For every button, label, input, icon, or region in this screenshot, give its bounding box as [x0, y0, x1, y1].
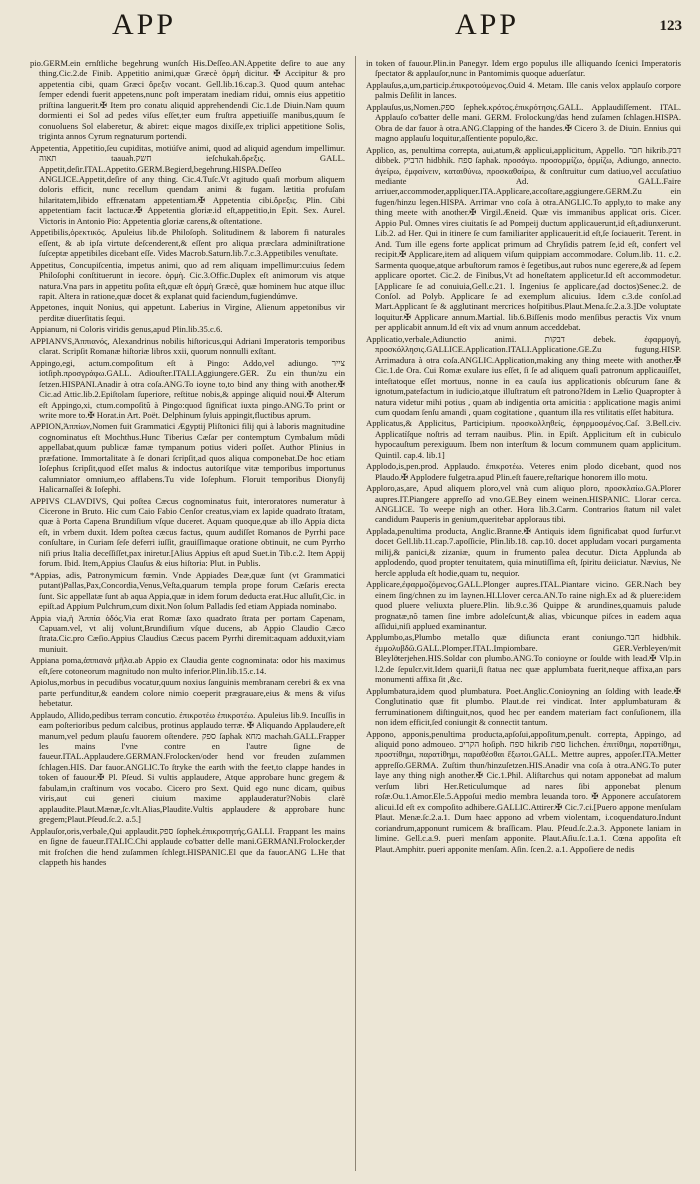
dictionary-entry: APPIVS CLAVDIVS, Qui poſtea Cæcus cognominatus fuit, interoratores numeratur à Cicerone in Bruto. Hic cum Caio Fabio Cenſor creatus,viam ex lapide quadrato ſtratam, quæ à Porta Capena Brundiſium vſque duceret. Aquam quoque,quæ ab illo Appia dicta eſt, in vrbem duxit. Idem poſtea cæcus factus, quum audiſſet Romanos de Pyrrhi pace conſultare, in Curiam ſeſe deferri iuſſit, grauiſſimaque oratione obtinuit, ne cum Pyrrho niſi prius Italia deceſſiſſet,pax iniretur.[Alius Appius eſt apud Suet.in Tib.c.2. Item Appij forum. Ibid. Item,Appius Clauſus & eius hiſtoria: Plut. in Publis. [30, 495, 345, 569]
dictionary-entry: in token of fauour.Plin.in Panegyr. Idem ergo populus ille alliquando ſcenici Imperatoris ſpectator & applauſor,nunc in Pantomimis quoque aduerſatur. [366, 58, 681, 79]
column-divider [355, 56, 356, 1171]
dictionary-entry: Applicatus,& Applicitus, Participium. προσκολληθείς, ἐφηρμοσμένος.Caſ. 3.Bell.civ. Applicatíſque noſtris ad terram nauibus. Plin. in Epiſt. Applicitum eſt in cubiculo hypocauſtum perexiguum. Ibem non interſtum & locum communem quam applicitum. Quintil. cap.4. lib.1] [366, 418, 681, 460]
dictionary-entry: Applico, as, penultima correpta, aui,atum,& applicui,applicitum, Appello. חבר hikrib.דבק dibbek. הדביק hidbhik. ספח ſaphak. προσάγω. προσορμίζω, ὁρμίζω, Adiungo, annecto. ἀγείρω, ἐμφαίνειν, καταιθύνω, προσκαθαίρω, & conſtruitur cum datiuo,vel accuſatiuo mediante Ad. GALL.Faire arriuer,accommoder,appliquer.ITA.Applicare,accoſtare,aggiungere.GERM.Zu ein fugen/hinzu legen.HISPA. Arrimar vno coſa à otra.ANGLIC.To apply,to to make any thing meete with another.✠ Virgil.Æneid. Quæ vis immanibus applicat oris. Cicer. Appio Pul. Omnes vires ciuitatis ſe ad Pompeij ductum applicauerunt,id eſt,adiunxerunt. Lib.2. ad Her. Qui in itinere ſe cum familiariter applicauerit.id eſt,ſe ſociauerit. Terent. in And. Tum ille egens forte applicat primum ad Chryſidis patrem ſe,id eſt, confert vel recipit.✠ Applicare,item ad aliquem viſum quippiam accommodare. Colum.lib. 11. c.2. Sarmenta quoque,atque arbuſtorum ramos è ſegetibus,aut rubos nunc egerere,& ad ſepem applicare oportet. Cic.2. de Finibus,Vt ad honeſtatem applicetur.Id eſt accommodetur.[Applicare ſe ad conuiuia,Gell.c.21. l. Ingenius ſe applicare,(ad doctos)Senec.2. de Conſol. ad Polyb. Applicare ſe ad exemplum alicuius. Idem c.3.de conſol.ad Mart.Applicant ſe & agglutinant mercrices hoſpitibus.Plaut.Mena.ſc.2.a.3.]De voluptate loquitur.✠ Applicare annum.Martial. lib.6.Biſſenis modo menſibus peractis Vix vnum per applicabit annum.Id eſt vix ad vnum annum acceddebat. [366, 144, 681, 333]
dictionary-entry: Apiolus,morbus in pecudibus vocatur,quum noxius ſanguinis membranam cerebri & ex vna parte perfunditur,& eandem colore nimio coeperit prægrauare,eius & mens & viſus hebetatur. [30, 677, 345, 709]
dictionary-entry: Appono, apponis,penultima producta,apſoſui,appoſitum,penult. correpta, Appingo, ad aliquid pono admoueo. הקריב hoſiph. ספח hikrib ספת lichchen. ἐπιτίθημι, παρατίθημι, προστίθημι, παρατίθημι, παραθέσθαι ἔξωτοι.GALL. Mettre aupres, appoſer.ITA.Metter appreſſo.GERMA. Zuſtim thun/hinzuſetzen.HIS.Anadir vna coſa à otra.ANG.To puter laye any thing nigh another.✠ Cic.1.Phil. Aliſtarchus qui notam apponebat ad malum verſum libri Her.Reticulumque ad nares ſibi apponebat plenum roſæ.Ou.1.Amor.Ele.5.Appoſui medio membra leuanda toro. ✠ Apponere accuſatorem alicui.Id eſt ex compoſito adhibere.GALLIC.Attirer.✠ Cic.7.ci.[Puero appone menſulam Plaut. Menæ.ſc.2.a.1. Dum haec appono ad vrbem violentam, i.coquendaturo.Indunt coriandrum,apponunt rumicem & braſſicam. Plau. Pſeud.ſc.2.a.3. Apponete laniam in limine. Gell.c.a.9. pueri menſam apponite. Plaut.Aſiu.ſc.1.a.1. Cœna appoſita eſt Plaut.Amphitr. pueri apponite menſam. Aſin. ſcen.2. a.1. Appoſiere de nedis [366, 728, 681, 854]
left-column [30, 58, 345, 1176]
dictionary-entry: *Appias, adis, Patronymicum fœmin. Vnde Appiades Deæ,quæ ſunt (vt Grammatici putant)Pallas,Pax,Concordia,Venus,Veſta,quarum templa prope forum Cæſaris erecta ſunt. Sic appellatæ ſunt ab aqua Appia,quæ in idem forum deducta erat.Huc alluſit,Cic. in epiſt.ad Appium Pulchrum,cum dixit.Non ſolum Palladis ſed etiam Appiada nominabo. [30, 569, 345, 612]
dictionary-entry: APPION,Ἀππίων,Nomen fuit Grammatici Ægyptij Pliſtonici filij qui à laboris magnitudine cognominatus eſt Mochthus.Hunc Tiberius Cæſar per contemptum Cymbalum mũdi appellabat,quum publicæ famæ tympanum potius videri poſſet. Author Plinius in præfatione. Immortalitate à ſe donari ſcripſit,ad quos aliqua componebat.De hoc etiam Ioſephus ſcripſit,quod eſſet malus & indoctus autoriſque vitæ temporibus importunus calumniator omnium,eo afflabens.Tu vide Ioſephum. Floruit temporibus Dionyſij Halicarnaſſei & Ioſephi. [30, 421, 345, 495]
dictionary-entry: Applodo,is,pen.prod. Applaudo. ἐπικροτέω. Veteres enim plodo dicebant, quod nos Plaudo.✠ Applodere fulgetra.apud Plin.eſt fauere,reſtarique honorem illo motu. [366, 461, 681, 482]
dictionary-entry: Appiana poma,ἀππιανὰ μῆλα.ab Appio ex Claudia gente cognominata: odor his maximus eſt,ſere cotoneorum magnitudo non multo inferior.Plin.lib.15.c.14. [30, 655, 345, 676]
running-header [0, 8, 700, 48]
dictionary-entry: Applumbatura,idem quod plumbatura. Poet.Anglic.Conioyning an ſolding with leade.✠ Conglutinatio quæ fit plumbo. Plaut.de rei vindicat. Inter applumbaturam & ferruminationem diſtinguit,nos, quod hec per eandem materiam fact conſuſionem, illa non idem efficit,ſed coniungit & connectit tantum. [366, 685, 681, 728]
dictionary-entry: Apploro,as,are, Apud aliquem ploro,vel vnà cum aliquo ploro, προσκλαίω.GA.Plorer aupres.IT.Piangere appreſſo ad vno.GE.Bey einem weinen.HISPANIC. Llorar cerca. ANGLICE. To weepe nigh an other. Hora lib.3.Carm. Contrarios ſtatum nil valet candidum Pauperis in genium,queritebar apploraus tibi. [366, 483, 681, 525]
dictionary-entry: Applicare,ἐφαρμοζόμενος.GALL.Plonger aupres.ITAL.Piantare vicino. GER.Nach bey einem ſing/chnen zu im laynen.HI.Llover cerca.AN.To raine nigh.Ex ad & pluere:idem quod pluere veliuxta pluere.Plin. lib.9.c.36 Quippe & arundines,quamuis palude prognatæ,nõ tamen ſine imbre adoleſcunt,& alias, vbicunque piſces in eadem aqua aſſidui,niſi applued examinantur. [366, 579, 681, 632]
dictionary-entry: APPIANVS,Ἀππιανός, Alexandrinus nobilis hiſtoricus,qui Adriani Imperatoris temporibus clarat. Scripſit Romanæ hiſtoriæ libros xxii, quorum nonnulli exſtant. [30, 335, 345, 357]
dictionary-entry: Applaudo, Allido,pedibus terram concutio. ἐπικροτέω ἐπικροτέω. Apuleius lib.9. Incuſſis in eam poſterioribus pedum calcibus, protinus applaudo terræ. ✠ Aliquando Applaudere,eſt manum,vel pedum plauſu fauorem oſtendere. ספק ſaphak מחא machah.GALL.Frapper les mains l'vne contre en l'autre ſigne de faueur.ITAL.Applaudere.GERMAN.Frolocken/oder hend vor freuden zuſammen ſchlagen.HIS. Dar fauor.ANGLIC.To ſtryke the earth with the feet,to clappe handes in token of fauour.✠ Pl. Pſeud. Si vultis applaudere, Atque approbare hunc gregem & fabulam,in craſtinum vos vocabo. Cicero pro Sext. Quid ego nunc dicam, quibus viris,aut cui generi ciuium maxime applauderatur?Nobis clarè applaudite.Plaut.Mænæ,ſc.vlt.Alias,Plaudite.Vultis applaudere & approbare hunc gregem;Plaut.Pſeud.ſc.2. a.5.] [30, 709, 345, 825]
dictionary-entry: Applicatio,verbale,Adiunctio animi. דבקות debek. ἐφαρμογή, προσκόλλησις.GALLICE.Application.ITALI.Applicatione.GE.Zu fugung.HISP. Arrimadura à otra coſa.ANGLIC.Application,making any thing meete with another.✠ Cic.1.de Ora. Cui Romæ exulare ius eſſet, ſi ſe ad aliquem quaſi patronum applicauiſſet, inteſtatoque eſſet mortuus, nonne in ea cauſa ius applicationis obſcurum ſane & ignotum,patefactum in iudicio,atque illuſtratum eſt patrono?Idem in Lælio Quapropter à natura videtur mihi potius , quam ab indigentia orta amicitia : applicatione magis animi cum quodam ſenſu amandi , quam cogitatione , quantum illa res vtilitatis eſſet habitura. [366, 333, 681, 417]
dictionary-entry: Appingo,egi, actum.compoſitum eſt à Pingo: Addo,vel adiungo. צייר iotſiph.προσγράφω.GALL. Adiouſter.ITALI.Aggiungere.GER. Zu ein thun/zu ein ſetzen.HISPANI.Anadir à otra coſa.ANG.To ioyne to,to bind any thing with another.✠ Cic.ad Attic.lib.2.Epiſtolam ſuperiore, reſtitue nobis,& appinge aliquid noui.✠ Alterum eſt Appingo,xi, ctum.compoſitũ à Pingo:quod ſignificat iuxta pingo.ANG.To print or write more to.✠ Horat.in Art. Poët. Delphinum ſyluis appingit,fluctibus aprum. [30, 357, 345, 420]
dictionary-entry: Appetentia, Appetitio,ſeu cupiditas, motiúſve animi, quod ad aliquid agendum impellimur. תאוה taauah.חשק ieſchukah.ὄρεξις. GALL. Appetit,deſir.ITAL.Appetito.GERM.Begierd,begehrung.HISPA.Deſſeo ANGLICE.Appetit,deſire of any thing. Cic.4.Tuſc.Vt agitudo quaſi morbum aliquem doloris efficit, nunc recellum quendam animi & fugam. lætitia profuſam hilaritatem,libido effrænatam appetentiam.✠ Appetentia cibi.ὄρεξις. Plin. Cibi appetentiam facit lactucæ.✠ Appetentia gloriæ.id eſt,appetitio,in Epit. Sex. Aurel. Victoris in Antonio Pio: Appetentia gloriæ carens,& oſtentatione. [30, 142, 345, 226]
running-head-right: APP [455, 8, 520, 41]
dictionary-entry: Appianum, ni Coloris viridis genus,apud Plin.lib.35.c.6. [30, 324, 223, 335]
page-number: 123 [659, 18, 682, 34]
dictionary-entry: Applauſus,a,um,particip.ἐπικροτούμενος.Ouid 4. Metam. Ille canis velox applauſo corpore palmis Deſilit in lances. [366, 79, 681, 101]
dictionary-entry: Applumbo,as,Plumbo metallo quæ diſiuncta erant coniungo.חבר hidbhik. ἐμμολυβδῶ.GALL.Plomper.ITAL.Impiombare. GER.Verbleyen/mit Bleylöͤterjehen.HIS.Soldar con plumbo.ANG.To conioyne or ſoulde with lead.✠ Vlp.in l.2.de ſepulcr.vit.Idem quarii,ſi ſtatua nec quæ applumbata fuerit,neque affixa,an pars monumenti affixa ſit ,&c. [366, 632, 681, 685]
dictionary-entry: Appetitus, Concupiſcentia, impetus animi, quo ad rem aliquam impellimur:cuius ſedem Philoſophi conſtituerunt in iecore. ὁρμὴ. Cic.3.Offic.Duplex eſt animorum vis atque natura.Vna pars in appetitu poſita eſt,quæ eſt ὁρμὴ Græcè, quæ hominem huc atque illuc rapit. Altera in ratione,quæ docet & explanat quid faciendum,fugiendúmve. [30, 259, 345, 301]
dictionary-entry: pio.GERM.ein ernſtliche begehrung wunſch His.Deſſeo.AN.Appetite deſire to aue any thing.Cic.2.de Finib. Appetitio animi,quæ Græcè ὁρμὴ dicitur. ✠ Accipitur & pro appetentia cibi, quam Græci ὄρεξιν vocant. Gell.lib.16.cap.3. Quod quum antehac ſemper edendi fuerit appetens,nunc poſt imperatam inediam ridui, omnis eius appetitio priſtina languerit.✠ Item pro conatu aliquid apprehendendi Cic.1.de Diuin.Nam quum dormienti ei Sol ad pedes viſus eſſet,ter eum fruſtra appetiuiſſe manibus,quum ſe conuoluens Sol elaberetur, & abiret: eique magos dixiſſe,ex triplici appetitione Solis, triginta annos Cyrum regnaturum portendi. [30, 58, 345, 142]
dictionary-entry: Appetibilis,ὀρεκτικός. Apuleius lib.de Philoſoph. Solitudinem & laborem fi naturales eſſent, & ab ipſa virtute deſcenderent,& eſſent pro aliqua præclara adminiſtratione ſuſceptæ appetibiles dicebant eſſe. Vides Macrob.Saturn.lib.7.c.3.Appetibiles venuſtate. [30, 227, 345, 259]
dictionary-entry: Applauſor,oris,verbale,Qui applaudit.ספק ſophek.ἐπικροτητής.GALLI. Frappant les mains en ſigne de faueur.ITALIC.Chi applaude co'batter delle mani.GERMANI.Frolocker,der mit froſchen die hend zuſammen ſchlegt.HISPANIC.El que da fauor.ANG L.He that clappeth his handes [30, 825, 345, 867]
dictionary-entry: Applada,penultima producta, Anglic.Branne.✠ Antiquis idem ſignificabat quod ſurfur.vt docet Gell.lib.11.cap.7.apoſſicie, Plin.lib.18. cap.10. docet appludam vocari purgamenta milij,& panici,& zizaniæ, quum in frumento palea decutur. Dicta Applunda ab applodendo, quod propter tenuitatem, quia minutiſſima eſt, ſpiritu deiiciatur. Nævius, Ne hercle appluda eſt hodie,quam tu, nequior. [366, 525, 681, 578]
dictionary-entry: Applauſus,us,Nomen.ספק ſephek.κρότος.ἐπικρότησις.GALL. Applaudiſſement. ITAL. Applauſo co'batter delle mani. GERM. Frolockung/das hend zuſamen ſchlagen.HISPA. Obra de dar fauor à otra.ANG.Clapping of the handes.✠ Cicero 3. de Diuin. Ennius qui magno applauſu loquitur,aſſentiente populo,&c. [366, 101, 681, 144]
running-head-left: APP [112, 8, 177, 41]
dictionary-entry: Appetones, inquit Nonius, qui appetunt. Laberius in Virgine, Alienum appetonibus vir perditæ diuerſitatis ſequi. [30, 302, 345, 323]
right-column [366, 58, 681, 1176]
dictionary-entry: Appia via,ἡ Ἀππία ὁδός.Via erat Romæ ſaxo quadrato ſtrata per portam Capenam, Capuam.vel, vt alij volunt,Brundiſium vſque ducens, ab Appio Claudio Cæco ſtrata.Cic.pro Cæſio.Appius Claudius Cæcus pacem Pyrrhi diremit:aquam adduxit,viam muniuit. [30, 612, 345, 654]
